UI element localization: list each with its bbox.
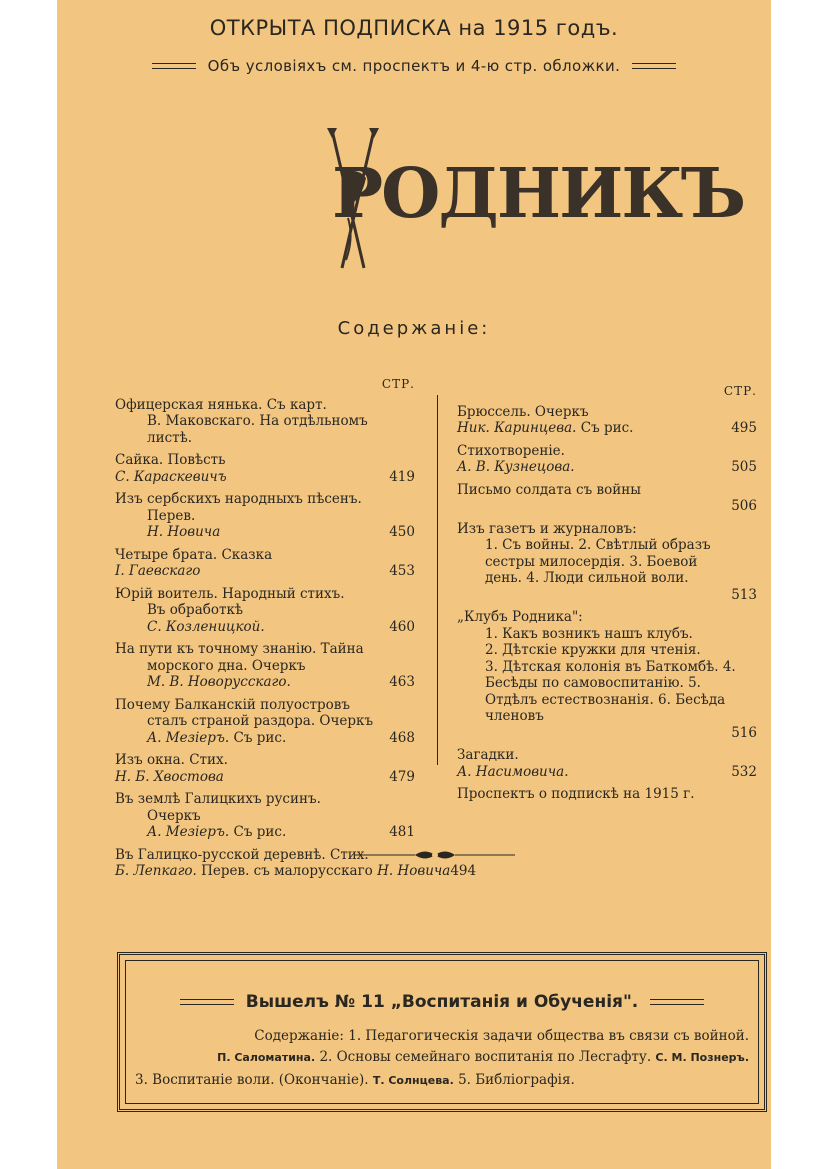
toc-entry: [457, 443, 757, 476]
toc-entry: [457, 482, 757, 515]
entry-author: А. Мезіеръ.: [147, 824, 230, 840]
entry-page-number: 419: [389, 468, 415, 485]
entry-title-line: Письмо солдата съ войны: [457, 481, 641, 498]
entry-title-line: Очеркъ: [147, 807, 201, 824]
toc-entry: [115, 491, 415, 541]
entry-sub-line: день. 4. Люди сильной воли.: [485, 570, 689, 586]
entry-sub-line: сестры милосердія. 3. Боевой: [485, 553, 698, 570]
entry-tail: [115, 863, 477, 880]
announcement-title: [117, 992, 767, 1012]
double-rule-left: [180, 999, 234, 1005]
entry-tail: [115, 674, 415, 691]
toc-title: Содержаніе:: [337, 318, 491, 339]
announcement-text: 5. Библіографія.: [458, 1072, 575, 1088]
page-column-label: СТР.: [723, 384, 757, 398]
entry-author: А. Мезіеръ.: [147, 729, 230, 746]
toc-entry: [115, 641, 415, 691]
author-name: С. М. Познеръ.: [655, 1051, 749, 1064]
entry-tail: [457, 420, 757, 437]
toc-entry: [115, 586, 415, 636]
entry-author: Б. Лепкаго.: [115, 863, 197, 879]
cover-page: [57, 0, 771, 1169]
entry-tail-note: Съ рис.: [233, 824, 287, 840]
entry-sub-line: 2. Дѣтскіе кружки для чтенія.: [485, 642, 701, 658]
entry-tail: [115, 524, 415, 541]
toc-entry: [115, 791, 415, 841]
entry-title-line: листѣ.: [147, 429, 193, 446]
entry-tail: [457, 587, 757, 604]
entry-title-line: Брюссель. Очеркъ: [457, 403, 589, 420]
entry-author: С. Караскевичъ: [115, 468, 227, 485]
entry-tail-text: [457, 764, 569, 781]
entry-page-number: 532: [731, 763, 757, 780]
entry-title-line: Сайка. Повѣсть: [115, 452, 226, 468]
subscription-note-text: Объ условіяхъ см. проспектъ и 4-ю стр. обложки.: [207, 57, 621, 75]
announcement-title-text: Вышелъ № 11 „Воспитанія и Обученія".: [245, 992, 639, 1012]
entry-tail-text: [147, 824, 286, 841]
entry-title-line: Въ землѣ Галицкихъ русинъ.: [115, 791, 321, 807]
author-name: Т. Солнцева.: [372, 1074, 454, 1087]
author-name: П. Саломатина.: [217, 1051, 316, 1064]
toc-entry: [457, 747, 757, 780]
entry-tail-text: [457, 459, 575, 476]
announcement-line-2: [135, 1049, 749, 1065]
divider-ornament-icon: [355, 848, 515, 862]
entry-page-number: 463: [389, 674, 415, 690]
entry-title-line: Офицерская нянька. Съ карт.: [115, 396, 327, 413]
toc-entry: [457, 404, 757, 437]
white-margin: [771, 0, 827, 1169]
entry-title-line: морского дна. Очеркъ: [147, 657, 306, 674]
toc-entry: [115, 547, 415, 580]
toc-right-column: [457, 383, 757, 809]
entry-tail: [115, 619, 415, 636]
double-rule-right: [632, 63, 676, 69]
entry-page-number: 453: [389, 563, 415, 579]
page-column-label: СТР.: [381, 377, 415, 391]
entry-tail-text: [147, 524, 220, 541]
toc-entry: [115, 752, 415, 785]
entry-title-line: Почему Балканскій полуостровъ: [115, 696, 350, 713]
entry-author: Ник. Каринцева.: [457, 420, 577, 436]
entry-title-line: Загадки.: [457, 747, 519, 763]
toc-entry: [115, 452, 415, 485]
entry-tail: [457, 725, 757, 742]
entry-sub-line: 1. Какъ возникъ нашъ клубъ.: [485, 625, 693, 642]
entry-page-number: 460: [389, 618, 415, 635]
entry-tail-text: [147, 619, 265, 636]
rodnik-logo: [302, 118, 745, 278]
entry-tail: [115, 563, 415, 580]
entry-title-line: Въ Галицко-русской деревнѣ. Стих.: [115, 846, 369, 863]
announcement-text: 3. Воспитаніе воли. (Окончаніе).: [135, 1072, 369, 1088]
announcement-box: [117, 952, 767, 1112]
entry-page-number: 468: [389, 729, 415, 746]
entry-tail: [457, 498, 757, 515]
toc-left-column: [115, 376, 477, 886]
entry-tail: [115, 769, 415, 786]
entry-title-line: Стихотвореніе.: [457, 442, 565, 459]
entry-page-number: 516: [731, 724, 757, 741]
entry-title-line: сталъ страной раздора. Очеркъ: [147, 713, 374, 729]
entry-tail: [115, 730, 415, 747]
entry-title-line: Проспектъ о подпискѣ на 1915 г.: [457, 786, 695, 802]
entry-title-line: Юрій воитель. Народный стихъ.: [115, 585, 345, 602]
entry-tail-note: Съ рис.: [580, 420, 634, 436]
entry-tail-text: [115, 469, 227, 486]
entry-author: А. Насимовича.: [457, 763, 569, 780]
entry-title-line: На пути къ точному знанію. Тайна: [115, 641, 364, 657]
entry-author: А. В. Кузнецова.: [457, 459, 575, 475]
entry-title-line: В. Маковскаго. На отдѣльномъ: [147, 413, 368, 429]
toc-entry: [115, 397, 415, 447]
entry-page-number: 450: [389, 524, 415, 540]
entry-title-line: Четыре брата. Сказка: [115, 546, 273, 563]
entry-tail: [115, 824, 415, 841]
entry-page-number: 479: [389, 768, 415, 785]
entry-tail-text: [147, 730, 286, 747]
entry-author: М. В. Новорусскаго.: [147, 674, 291, 690]
announcement-text: 2. Основы семейнаго воспитанія по Лесгафту.: [319, 1049, 652, 1065]
subscription-note: [57, 57, 771, 75]
entry-author: Н. Новича: [377, 863, 451, 879]
announcement-line-3: [135, 1072, 749, 1088]
entry-title-line: Перев.: [147, 507, 196, 524]
entry-page-number: 506: [731, 498, 757, 514]
toc-entry: [457, 786, 757, 803]
logo-wordmark: РОДНИКЪ: [332, 154, 745, 234]
entry-sub-line: 3. Дѣтская колонія въ Баткомбѣ. 4. Бесѣды по самовоспитанію. 5. Отдѣлъ естествознанія. 6. Бесѣда членовъ: [485, 658, 736, 724]
double-rule-left: [152, 63, 196, 69]
entry-tail: [457, 764, 757, 781]
entry-page-number: 494: [450, 863, 477, 879]
entry-title-line: „Клубъ Родника":: [457, 609, 583, 625]
entry-page-number: 513: [731, 586, 757, 603]
subscription-heading: ОТКРЫТА ПОДПИСКА на 1915 годъ.: [209, 16, 619, 40]
entry-title-line: Изъ окна. Стих.: [115, 752, 228, 768]
entry-tail-text: [457, 420, 633, 437]
entry-title-line: Въ обработкѣ: [147, 602, 244, 618]
entry-author: Н. Б. Хвостова: [115, 768, 224, 785]
entry-author: I. Гаевскаго: [115, 563, 201, 579]
entry-tail-text: [147, 674, 291, 691]
entry-page-number: 505: [731, 459, 757, 475]
entry-title-line: Изъ газетъ и журналовъ:: [457, 520, 637, 537]
entry-page-number: 495: [731, 420, 757, 436]
toc-entry: [457, 609, 757, 741]
double-rule-right: [650, 999, 704, 1005]
announcement-line-1: Содержаніе: 1. Педагогическія задачи общества въ связи съ войной.: [254, 1028, 749, 1044]
toc-entry: [457, 521, 757, 604]
entry-tail: [115, 469, 415, 486]
entry-tail-text: [115, 563, 200, 580]
toc-entry: [115, 697, 415, 747]
entry-tail: [457, 459, 757, 476]
entry-tail-text: [115, 863, 450, 880]
entry-author: Н. Новича: [147, 524, 221, 540]
entry-tail-note: Съ рис.: [233, 729, 287, 746]
entry-author: С. Козленицкой.: [147, 618, 265, 635]
entry-title-line: Изъ сербскихъ народныхъ пѣсенъ.: [115, 491, 362, 507]
entry-tail-note: Перев. съ малорусскаго: [201, 863, 373, 879]
column-divider: [437, 395, 438, 765]
entry-sub-line: 1. Съ войны. 2. Свѣтлый образъ: [485, 537, 711, 553]
entry-tail-text: [115, 769, 224, 786]
entry-page-number: 481: [389, 824, 415, 840]
